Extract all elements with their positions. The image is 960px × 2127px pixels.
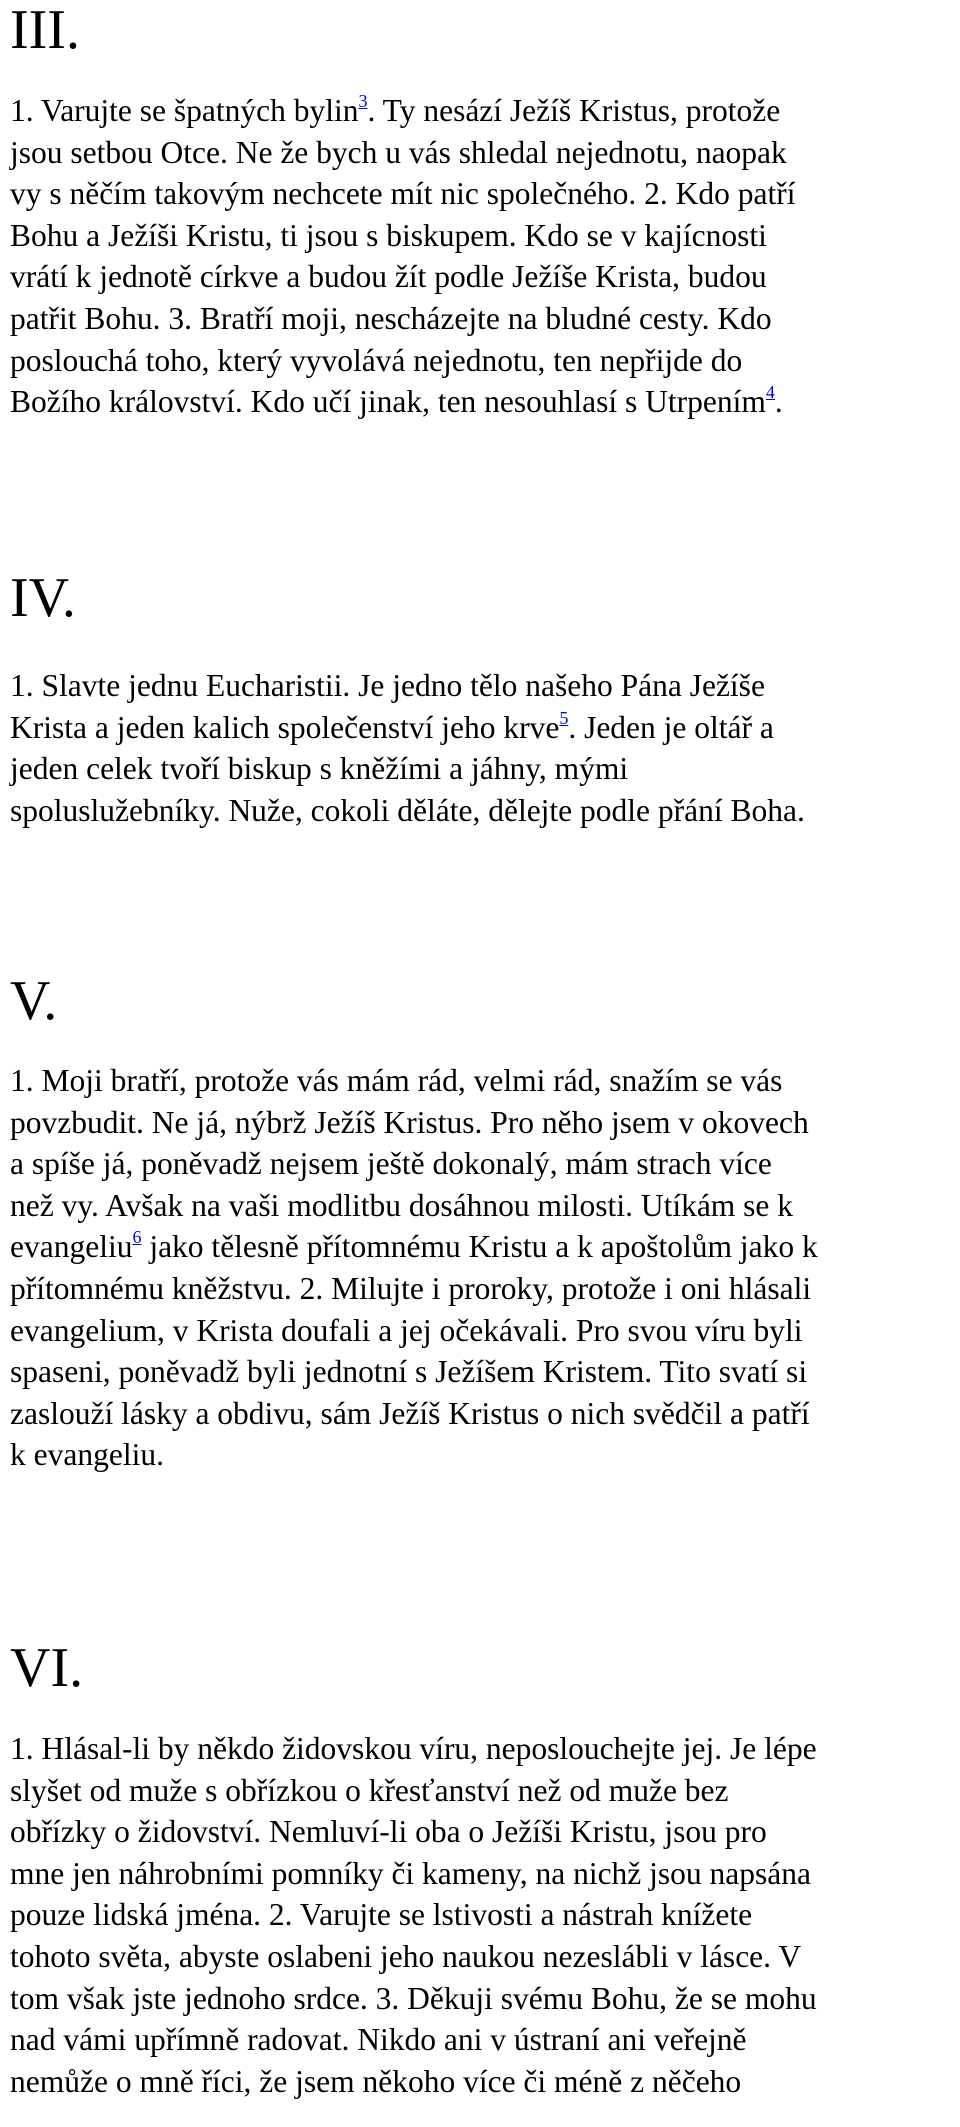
text-segment: k evangeliu. xyxy=(10,1437,164,1473)
text-segment: 1. Varujte se špatných bylin xyxy=(10,93,359,128)
text-line xyxy=(10,2061,817,2103)
text-line xyxy=(10,748,805,790)
section-paragraph-iv xyxy=(10,665,805,831)
text-line xyxy=(10,215,796,257)
text-segment: 1. Slavte jednu Eucharistii. Je jedno tělo našeho Pána Ježíše xyxy=(10,668,765,703)
text-line xyxy=(10,2019,817,2061)
text-segment: . Jeden je oltář a xyxy=(568,709,774,745)
text-line xyxy=(10,90,796,132)
text-line xyxy=(10,1894,817,1936)
text-line xyxy=(10,1268,818,1310)
text-segment: pouze lidská jména. 2. Varujte se lstivosti a nástrah knížete xyxy=(10,1897,753,1933)
text-segment: nemůže o mně říci, že jsem někoho více či méně z něčeho xyxy=(10,2063,742,2099)
text-segment: patřit Bohu. 3. Bratří moji, nescházejte na bludné cesty. Kdo xyxy=(10,300,772,336)
text-line xyxy=(10,173,796,215)
text-line xyxy=(10,1393,818,1435)
text-segment: spaseni, poněvadž byli jednotní s Ježíšem Kristem. Tito svatí si xyxy=(10,1354,808,1390)
text-segment: 1. Moji bratří, protože vás mám rád, velmi rád, snažím se vás xyxy=(10,1063,783,1098)
text-segment: slyšet od muže s obřízkou o křesťanství než od muže bez xyxy=(10,1772,729,1808)
text-line xyxy=(10,1351,818,1393)
text-line xyxy=(10,1770,817,1812)
text-segment: vrátí k jednotě církve a budou žít podle Ježíše Krista, budou xyxy=(10,259,767,295)
text-segment: jsou setbou Otce. Ne že bych u vás shledal nejednotu, naopak xyxy=(10,134,787,170)
text-segment: jeden celek tvoří biskup s kněžími a jáhny, mými xyxy=(10,751,629,787)
footnote-ref xyxy=(766,382,775,402)
text-line xyxy=(10,1978,817,2020)
text-segment: povzbudit. Ne já, nýbrž Ježíš Kristus. Pro něho jsem v okovech xyxy=(10,1104,809,1140)
text-segment: . Ty nesází Ježíš Kristus, protože xyxy=(367,93,781,128)
text-segment: Božího království. Kdo učí jinak, ten nesouhlasí s Utrpením xyxy=(10,384,766,420)
text-line xyxy=(10,298,796,340)
text-segment: 1. Hlásal-li by někdo židovskou víru, neposlouchejte jej. Je lépe xyxy=(10,1731,817,1766)
footnote-link-4[interactable]: 4 xyxy=(765,382,775,403)
text-segment: tom však jste jednoho srdce. 3. Děkuji svému Bohu, že se mohu xyxy=(10,1980,817,2016)
text-segment: mne jen náhrobními pomníky či kameny, na nichž jsou napsána xyxy=(10,1855,812,1891)
text-segment: Bohu a Ježíši Kristu, ti jsou s biskupem. Kdo se v kajícnosti xyxy=(10,217,767,253)
text-line xyxy=(10,1811,817,1853)
text-segment: tohoto světa, abyste oslabeni jeho naukou nezeslábli v lásce. V xyxy=(10,1938,802,1974)
text-segment: poslouchá toho, který vyvolává nejednotu, ten nepřijde do xyxy=(10,342,743,378)
text-line xyxy=(10,1143,818,1185)
text-line xyxy=(10,1060,818,1102)
footnote-link-6[interactable]: 6 xyxy=(132,1227,142,1248)
text-line xyxy=(10,1853,817,1895)
text-line xyxy=(10,665,805,707)
text-line xyxy=(10,1310,818,1352)
section-paragraph-iii xyxy=(10,90,796,423)
section-heading-vi: VI. xyxy=(10,1637,84,1699)
footnote-ref xyxy=(559,708,568,728)
footnote-link-5[interactable]: 5 xyxy=(559,707,569,728)
text-segment: než vy. Avšak na vaši modlitbu dosáhnou milosti. Utíkám se k xyxy=(10,1187,794,1223)
text-segment: vy s něčím takovým nechcete mít nic společného. 2. Kdo patří xyxy=(10,176,796,212)
text-line xyxy=(10,1102,818,1144)
text-line xyxy=(10,1434,818,1476)
text-segment: Krista a jeden kalich společenství jeho krve xyxy=(10,709,560,745)
text-segment: zaslouží lásky a obdivu, sám Ježíš Kristus o nich svědčil a patří xyxy=(10,1395,810,1431)
section-paragraph-v xyxy=(10,1060,818,1476)
text-segment: evangeliu xyxy=(10,1229,133,1265)
text-line xyxy=(10,256,796,298)
text-segment: spoluslužebníky. Nuže, cokoli děláte, dělejte podle přání Boha. xyxy=(10,792,805,828)
text-line xyxy=(10,132,796,174)
text-segment: nad vámi upřímně radovat. Nikdo ani v ústraní ani veřejně xyxy=(10,2022,747,2058)
text-line xyxy=(10,340,796,382)
text-segment: evangelium, v Krista doufali a jej očekávali. Pro svou víru byli xyxy=(10,1312,803,1348)
text-line xyxy=(10,707,805,749)
text-line xyxy=(10,790,805,832)
text-segment: a spíše já, poněvadž nejsem ještě dokonalý, mám strach více xyxy=(10,1146,772,1182)
section-paragraph-vi xyxy=(10,1728,817,2102)
text-segment: . xyxy=(774,384,783,420)
section-heading-v: V. xyxy=(10,970,58,1032)
footnote-link-3[interactable]: 3 xyxy=(358,91,368,111)
section-heading-iv: IV. xyxy=(10,567,76,629)
section-heading-iii: III. xyxy=(10,0,80,61)
text-line xyxy=(10,1936,817,1978)
text-segment: jako tělesně přítomnému Kristu a k apoštolům jako k xyxy=(141,1229,818,1265)
text-line xyxy=(10,381,796,423)
text-segment: obřízky o židovství. Nemluví-li oba o Ježíši Kristu, jsou pro xyxy=(10,1814,767,1850)
text-line xyxy=(10,1226,818,1268)
text-line xyxy=(10,1185,818,1227)
text-line xyxy=(10,1728,817,1770)
text-segment: přítomnému kněžstvu. 2. Milujte i proroky, protože i oni hlásali xyxy=(10,1270,812,1306)
